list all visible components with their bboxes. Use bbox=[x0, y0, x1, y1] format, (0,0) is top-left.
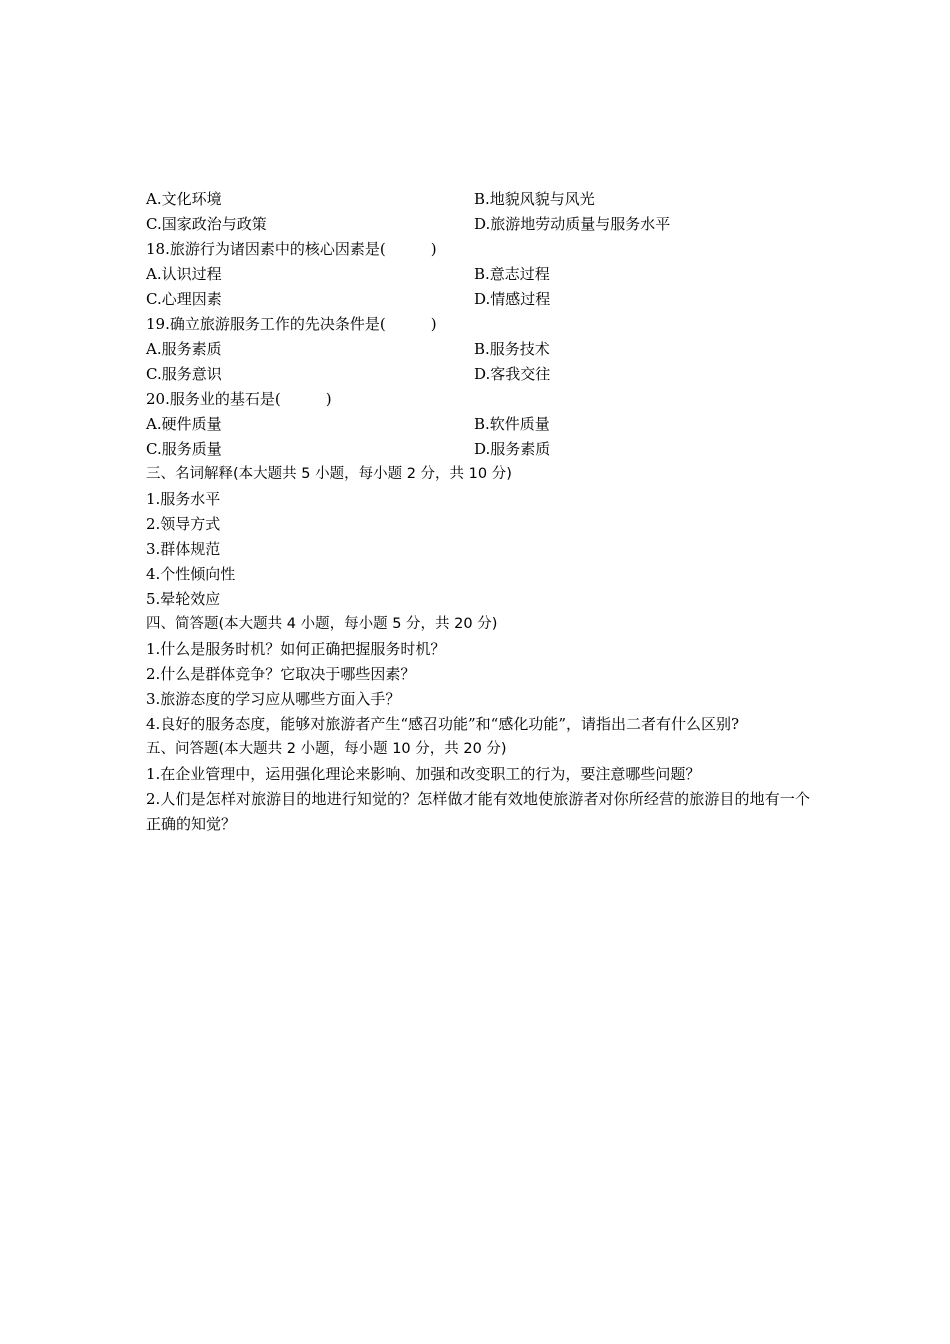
section-5-item: 1.在企业管理中，运用强化理论来影响、加强和改变职工的行为，要注意哪些问题？ bbox=[146, 765, 701, 783]
section-3-item: 2.领导方式 bbox=[146, 515, 221, 533]
section-3-item: 3.群体规范 bbox=[146, 540, 221, 558]
section-4-heading: 四、简答题(本大题共 4 小题，每小题 5 分，共 20 分) bbox=[146, 616, 498, 632]
option-c: C.服务质量 bbox=[146, 440, 222, 458]
option-b: B.软件质量 bbox=[474, 415, 550, 433]
section-3-item: 1.服务水平 bbox=[146, 490, 221, 508]
option-a: A.硬件质量 bbox=[146, 415, 222, 433]
section-5-item: 2.人们是怎样对旅游目的地进行知觉的？怎样做才能有效地使旅游者对你所经营的旅游目的地有一个正确的知觉？ bbox=[146, 790, 810, 833]
question-17-options-row-1 bbox=[146, 187, 810, 212]
section-3-heading: 三、名词解释(本大题共 5 小题，每小题 2 分，共 10 分) bbox=[146, 466, 512, 482]
option-a: A.认识过程 bbox=[146, 265, 222, 283]
option-d: D.旅游地劳动质量与服务水平 bbox=[474, 215, 671, 233]
section-4-item: 4.良好的服务态度，能够对旅游者产生“感召功能”和“感化功能”，请指出二者有什么区别? bbox=[146, 715, 740, 733]
question-19-options-row-1 bbox=[146, 337, 810, 362]
section-3-item: 4.个性倾向性 bbox=[146, 565, 236, 583]
option-a: A.服务素质 bbox=[146, 340, 222, 358]
question-20-options-row-1 bbox=[146, 412, 810, 437]
section-4-item: 1.什么是服务时机？如何正确把握服务时机？ bbox=[146, 640, 446, 658]
option-c: C.服务意识 bbox=[146, 365, 222, 383]
option-d: D.情感过程 bbox=[474, 290, 551, 308]
section-4-item: 3.旅游态度的学习应从哪些方面入手？ bbox=[146, 690, 401, 708]
question-18-text: 18.旅游行为诸因素中的核心因素是( ) bbox=[146, 240, 437, 258]
option-b: B.地貌风貌与风光 bbox=[474, 190, 595, 208]
option-c: C.国家政治与政策 bbox=[146, 215, 267, 233]
question-20-text: 20.服务业的基石是( ) bbox=[146, 390, 332, 408]
question-18-options-row-1 bbox=[146, 262, 810, 287]
option-b: B.服务技术 bbox=[474, 340, 550, 358]
question-19-options-row-2 bbox=[146, 362, 810, 387]
question-17-options-row-2 bbox=[146, 212, 810, 237]
exam-page bbox=[146, 187, 810, 837]
question-19-text: 19.确立旅游服务工作的先决条件是( ) bbox=[146, 315, 437, 333]
section-3-item: 5.晕轮效应 bbox=[146, 590, 221, 608]
section-4-item: 2.什么是群体竞争？它取决于哪些因素？ bbox=[146, 665, 416, 683]
option-a: A.文化环境 bbox=[146, 190, 222, 208]
option-d: D.客我交往 bbox=[474, 365, 551, 383]
question-20-options-row-2 bbox=[146, 437, 810, 462]
option-c: C.心理因素 bbox=[146, 290, 222, 308]
option-d: D.服务素质 bbox=[474, 440, 551, 458]
section-5-heading: 五、问答题(本大题共 2 小题，每小题 10 分，共 20 分) bbox=[146, 741, 507, 757]
option-b: B.意志过程 bbox=[474, 265, 550, 283]
question-18-options-row-2 bbox=[146, 287, 810, 312]
